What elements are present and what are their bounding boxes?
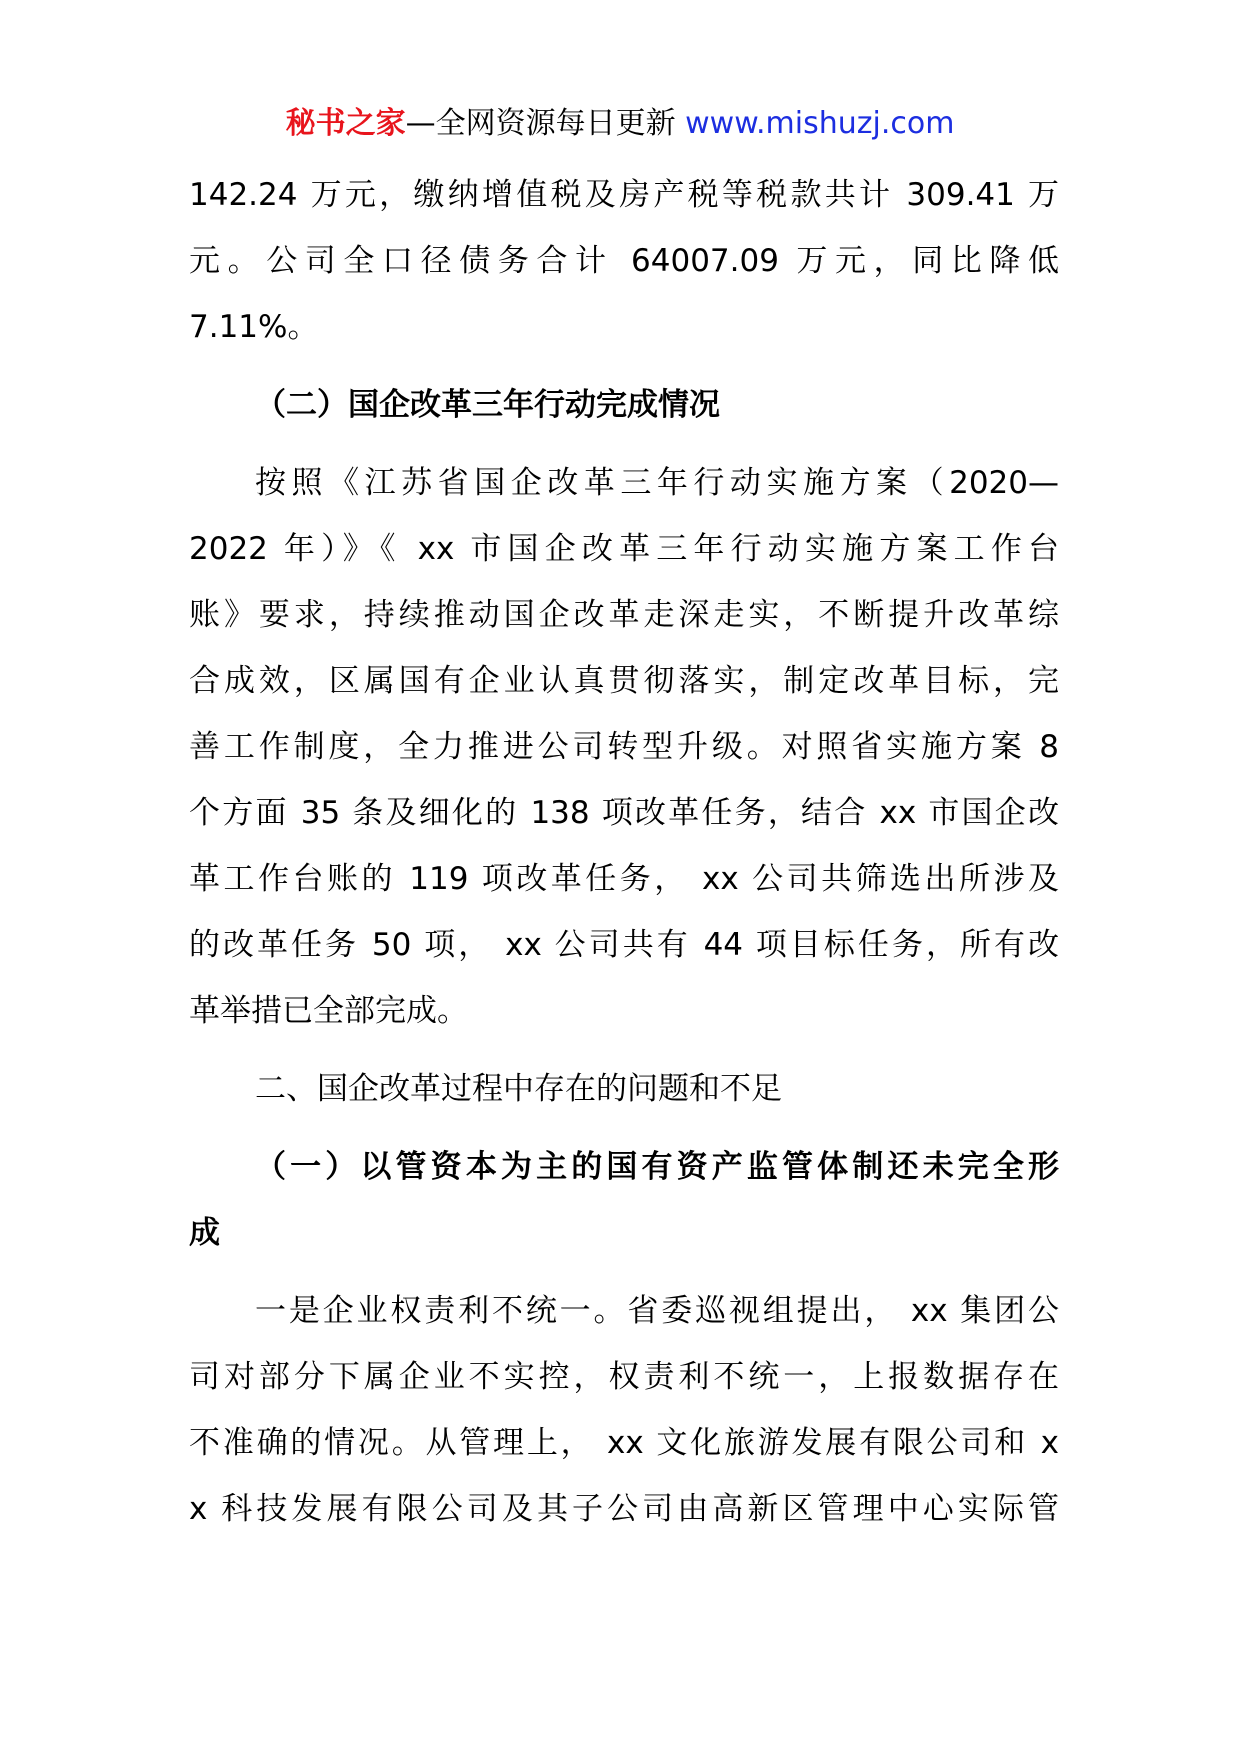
section-heading: （二）国企改革三年行动完成情况 [255,387,720,423]
section-heading-continued: 成 [189,1215,220,1251]
brand-name: 秘书之家 [285,106,406,141]
paragraph-line: 司对部分下属企业不实控，权责利不统一，上报数据存在 [189,1359,1059,1395]
paragraph-line: 2022 年）》《 xx 市国企改革三年行动实施方案工作台 [189,531,1059,567]
paragraph-line: 元。公司全口径债务合计 64007.09 万元，同比降低 [189,243,1059,279]
paragraph-line: 合成效，区属国有企业认真贯彻落实，制定改革目标，完 [189,663,1059,699]
header-tagline: —全网资源每日更新 [405,106,686,141]
chapter-heading: 二、国企改革过程中存在的问题和不足 [255,1071,782,1107]
paragraph-line: 142.24 万元，缴纳增值税及房产税等税款共计 309.41 万 [189,177,1059,213]
paragraph-line: 善工作制度，全力推进公司转型升级。对照省实施方案 8 [189,729,1059,765]
paragraph-line: x 科技发展有限公司及其子公司由高新区管理中心实际管 [189,1491,1059,1527]
paragraph-line: 个方面 35 条及细化的 138 项改革任务，结合 xx 市国企改 [189,795,1059,831]
section-heading: （一）以管资本为主的国有资产监管体制还未完全形 [255,1149,1059,1185]
paragraph-line: 7.11%。 [189,309,319,345]
site-url-link[interactable]: www.mishuzj.com [685,106,955,141]
paragraph-line: 账》要求，持续推动国企改革走深走实，不断提升改革综 [189,597,1059,633]
document-body [189,162,1059,1542]
paragraph-line: 的改革任务 50 项， xx 公司共有 44 项目标任务，所有改 [189,927,1059,963]
paragraph-line: 一是企业权责利不统一。省委巡视组提出， xx 集团公 [255,1293,1059,1329]
paragraph-line: 按照《江苏省国企改革三年行动实施方案（2020— [255,465,1059,501]
paragraph-line: 不准确的情况。从管理上， xx 文化旅游发展有限公司和 x [189,1425,1059,1461]
paragraph-line: 革举措已全部完成。 [189,993,468,1029]
paragraph-line: 革工作台账的 119 项改革任务， xx 公司共筛选出所涉及 [189,861,1059,897]
site-header-banner [0,104,1240,144]
